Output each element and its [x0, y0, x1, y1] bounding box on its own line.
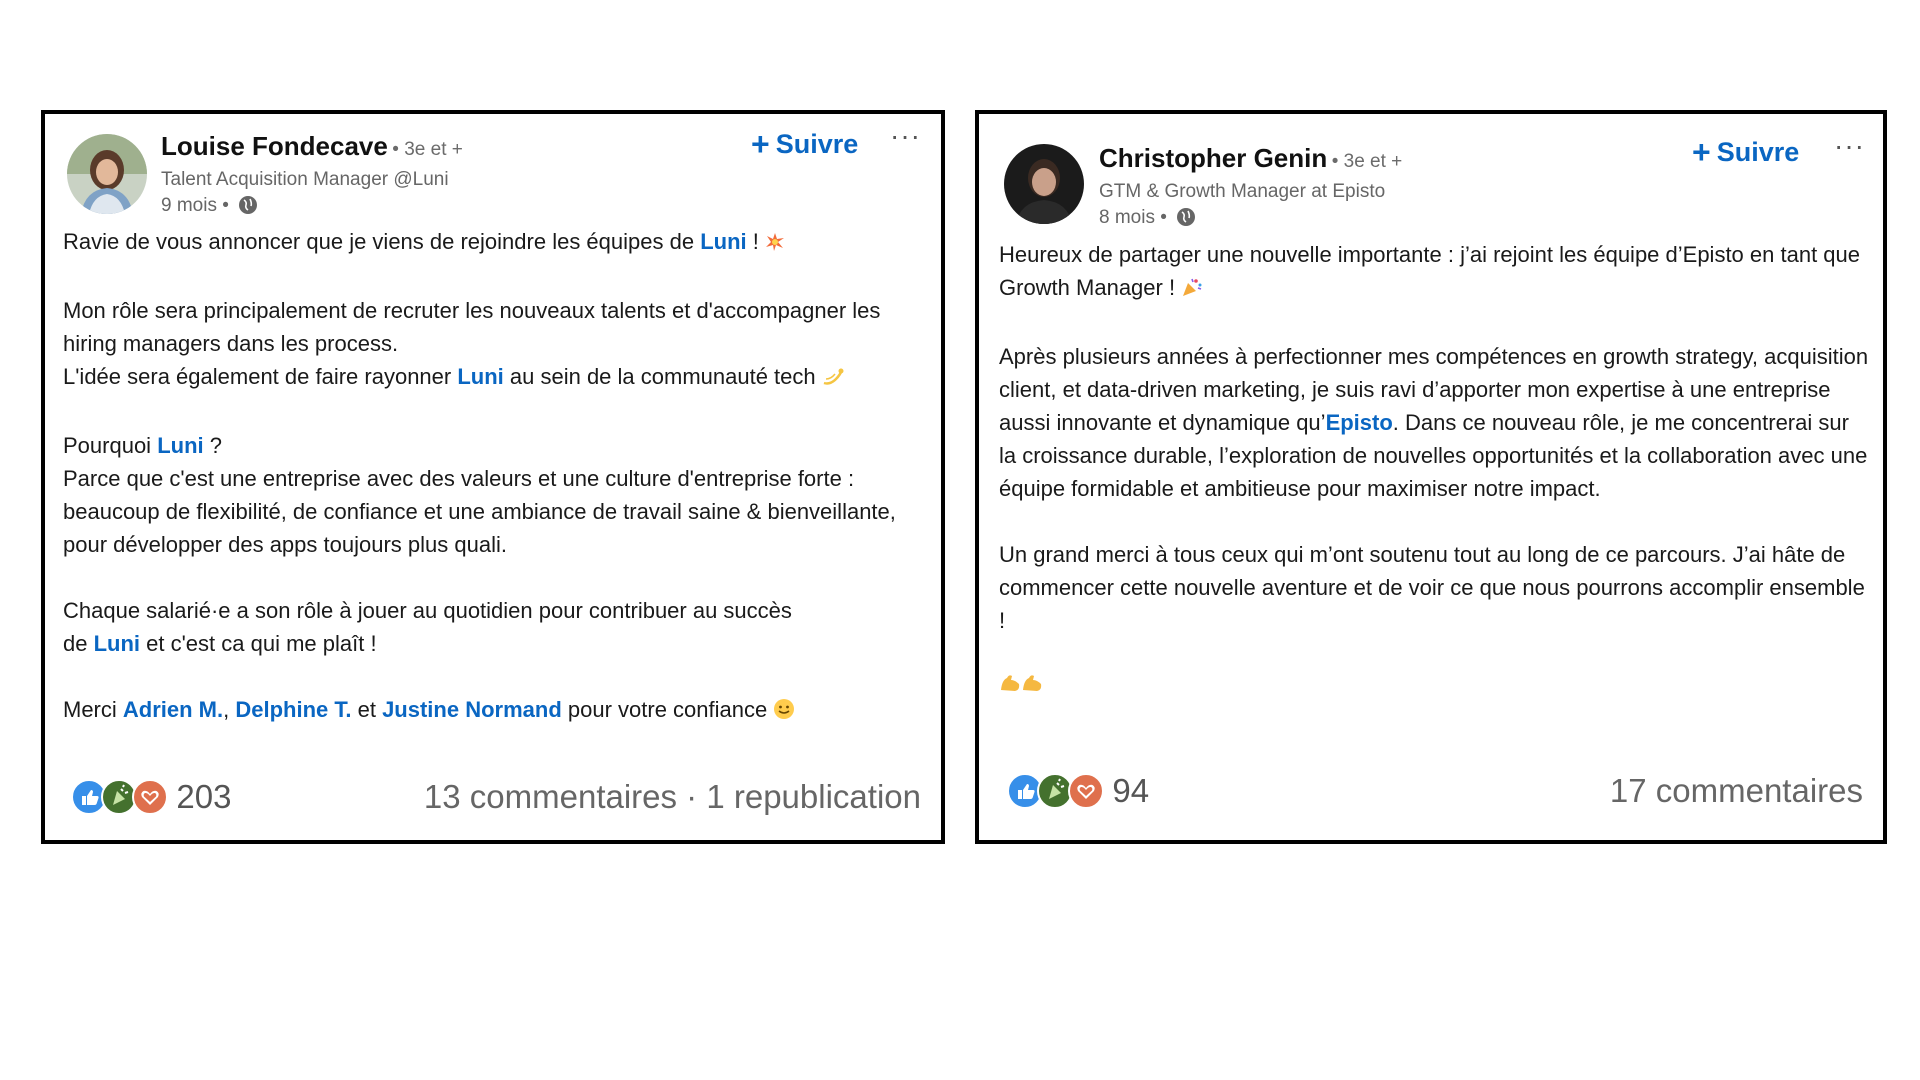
text: pour votre confiance	[561, 697, 774, 722]
post-body	[63, 225, 933, 729]
reaction-icons	[1007, 773, 1094, 809]
text: !	[746, 229, 765, 254]
post-age: 8 mois •	[1099, 207, 1167, 228]
author-block	[1099, 142, 1402, 235]
mention-luni[interactable]: Luni	[93, 631, 141, 656]
smile-emoji-icon	[773, 696, 795, 729]
text: Parce que c'est une entreprise avec des valeurs et une culture d'entreprise forte : beaucoup de flexibilité, de confiance et une ambiance de travail saine & bienveillante, pour développer des apps toujours plus quali.	[63, 466, 896, 557]
text: Pourquoi	[63, 433, 158, 458]
text: . Dans ce nouveau rôle, je me concentrerai sur la croissance durable, l’exploration de nouvelles opportunités et la collaboration avec une équipe formidable et ambitieuse pour maximiser notre impact.	[999, 410, 1868, 501]
follow-label: Suivre	[1716, 137, 1800, 167]
connection-degree: • 3e et +	[1331, 151, 1403, 172]
reactions-summary[interactable]	[71, 778, 231, 816]
avatar[interactable]	[1004, 144, 1084, 224]
text: Heureux de partager une nouvelle importante : j’ai rejoint les équipe d’Episto en tant que Growth Manager !	[999, 242, 1860, 300]
mention-episto[interactable]: Episto	[1325, 410, 1393, 435]
follow-button[interactable]	[751, 126, 858, 163]
collision-emoji-icon	[765, 228, 785, 261]
reactions-summary[interactable]	[1007, 772, 1149, 810]
post-card-christopher	[975, 110, 1887, 844]
post-time	[161, 193, 463, 223]
text: ,	[223, 697, 236, 722]
text: au sein de la communauté tech	[503, 364, 822, 389]
author-headline: Talent Acquisition Manager @Luni	[161, 169, 449, 190]
post-body	[999, 238, 1871, 703]
text: Chaque salarié·e a son rôle à jouer au quotidien pour contribuer au succès	[63, 598, 792, 623]
flexed-biceps-emoji-icon	[999, 670, 1871, 703]
text: Mon rôle sera principalement de recruter les nouveaux talents et d'accompagner les hiring managers dans les process.	[63, 298, 881, 356]
text: Un grand merci à tous ceux qui m’ont soutenu tout au long de ce parcours. J’ai hâte de commencer cette nouvelle aventure et de voir ce que nous pourrons accomplir ensemble !	[999, 542, 1865, 633]
reaction-icons	[71, 779, 158, 815]
mention-justine[interactable]: Justine Normand	[382, 697, 562, 722]
avatar[interactable]	[67, 134, 147, 214]
author-name[interactable]: Christopher Genin	[1099, 143, 1328, 173]
text: L'idée sera également de faire rayonner	[63, 364, 458, 389]
plus-icon: +	[1692, 134, 1711, 170]
love-reaction-icon	[132, 779, 168, 815]
connection-degree: • 3e et +	[392, 139, 463, 160]
dizzy-emoji-icon	[822, 363, 844, 396]
text: Ravie de vous annoncer que je viens de rejoindre les équipes de	[63, 229, 701, 254]
post-card-louise	[41, 110, 945, 844]
party-popper-emoji-icon	[1181, 274, 1203, 307]
mention-luni[interactable]: Luni	[700, 229, 747, 254]
reaction-count: 203	[176, 778, 232, 815]
more-options-icon[interactable]: ···	[1834, 130, 1865, 161]
mention-luni[interactable]: Luni	[157, 433, 204, 458]
follow-label: Suivre	[775, 129, 859, 159]
follow-button[interactable]	[1692, 134, 1799, 171]
mention-luni[interactable]: Luni	[457, 364, 504, 389]
text: ?	[203, 433, 222, 458]
text: Après plusieurs années à perfectionner mes compétences en growth strategy, acquisition client, et data-driven marketing, je suis ravi d’apporter mon expertise à une entreprise aussi innovante et dynamique qu’	[999, 344, 1869, 435]
plus-icon: +	[751, 126, 770, 162]
text: Merci	[63, 697, 123, 722]
post-age: 9 mois •	[161, 195, 229, 216]
comments-link[interactable]: 17 commentaires	[1609, 772, 1863, 809]
author-block	[161, 130, 463, 223]
globe-icon	[1176, 207, 1196, 235]
author-name[interactable]: Louise Fondecave	[161, 131, 388, 161]
more-options-icon[interactable]: ···	[890, 120, 921, 151]
mention-delphine[interactable]: Delphine T.	[235, 697, 352, 722]
love-reaction-icon	[1068, 773, 1104, 809]
comments-reposts-link[interactable]: 13 commentaires · 1 republication	[423, 778, 921, 815]
text: de	[63, 631, 94, 656]
text: et	[351, 697, 383, 722]
text: et c'est ca qui me plaît !	[140, 631, 377, 656]
globe-icon	[238, 195, 258, 223]
post-time	[1099, 205, 1402, 235]
reaction-count: 94	[1112, 772, 1150, 809]
author-headline: GTM & Growth Manager at Episto	[1099, 181, 1386, 202]
mention-adrien[interactable]: Adrien M.	[122, 697, 224, 722]
